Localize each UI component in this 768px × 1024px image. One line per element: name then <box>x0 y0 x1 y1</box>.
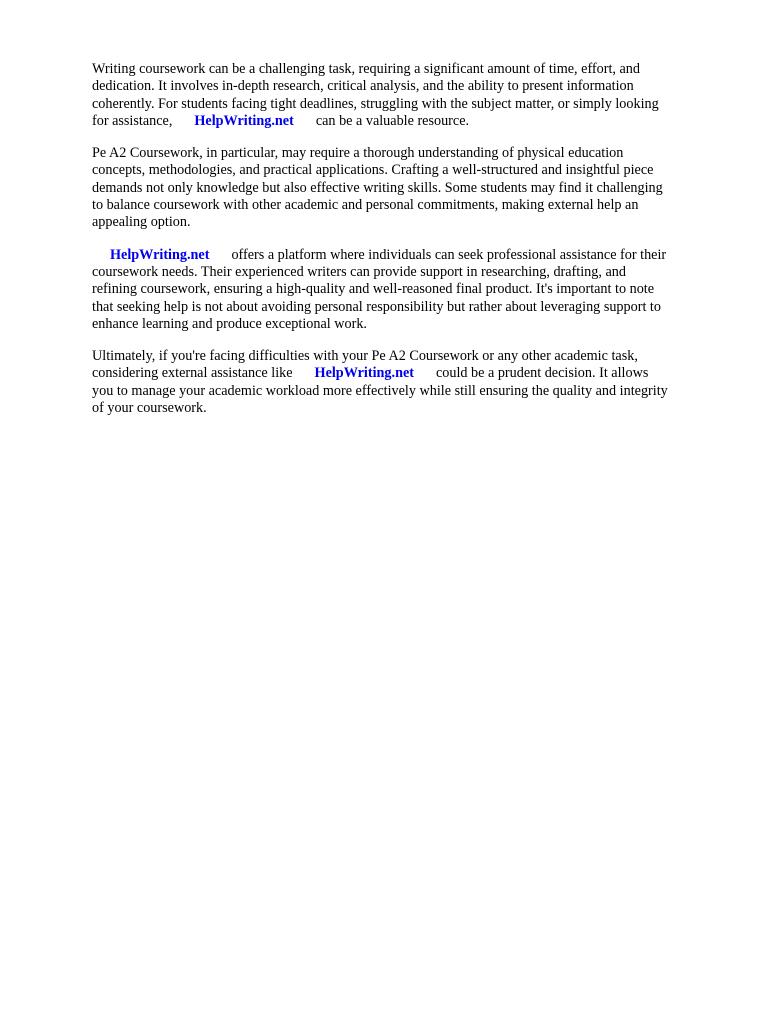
helpwriting-link[interactable]: HelpWriting.net <box>110 246 210 263</box>
text-segment: could be a prudent decision. It allows <box>435 365 649 382</box>
text-line: demands not only knowledge but also effective writing skills. Some students may find it challenging <box>92 179 663 196</box>
paragraph-platform <box>92 247 722 333</box>
text-line: refining coursework, ensuring a high-quality and well-reasoned final product. It's important to note <box>92 281 655 298</box>
paragraph-conclusion <box>92 348 722 417</box>
text-line: Pe A2 Coursework, in particular, may require a thorough understanding of physical education <box>92 145 624 162</box>
text-segment: can be a valuable resource. <box>315 112 470 129</box>
text-line: Writing coursework can be a challenging task, requiring a significant amount of time, effort, and <box>92 61 640 77</box>
text-line <box>92 247 722 264</box>
text-line: Ultimately, if you're facing difficulties with your Pe A2 Coursework or any other academic task, <box>92 348 638 365</box>
text-line: dedication. It involves in-depth research, critical analysis, and the ability to present information <box>92 78 634 95</box>
text-line <box>92 365 722 382</box>
text-line: enhance learning and produce exceptional work. <box>92 315 367 332</box>
text-line: of your coursework. <box>92 400 207 417</box>
text-segment: offers a platform where individuals can seek professional assistance for their <box>231 246 667 263</box>
helpwriting-link[interactable]: HelpWriting.net <box>194 112 294 129</box>
text-line: coursework needs. Their experienced writers can provide support in researching, drafting, and <box>92 263 626 280</box>
text-segment: for assistance, <box>92 112 173 129</box>
text-line: concepts, methodologies, and practical applications. Crafting a well-structured and insightful piece <box>92 162 654 179</box>
text-line <box>92 113 722 130</box>
paragraph-intro <box>92 61 722 130</box>
text-line: you to manage your academic workload more effectively while still ensuring the quality and integrity <box>92 382 668 399</box>
text-line: that seeking help is not about avoiding personal responsibility but rather about leveraging support to <box>92 298 661 315</box>
text-line: to balance coursework with other academic and personal commitments, making external help an <box>92 197 639 214</box>
document-page <box>92 61 722 432</box>
text-segment: considering external assistance like <box>92 365 293 382</box>
paragraph-pe-a2 <box>92 145 722 231</box>
text-line: coherently. For students facing tight deadlines, struggling with the subject matter, or simply looking <box>92 95 659 112</box>
text-line: appealing option. <box>92 214 191 231</box>
helpwriting-link[interactable]: HelpWriting.net <box>314 365 414 382</box>
